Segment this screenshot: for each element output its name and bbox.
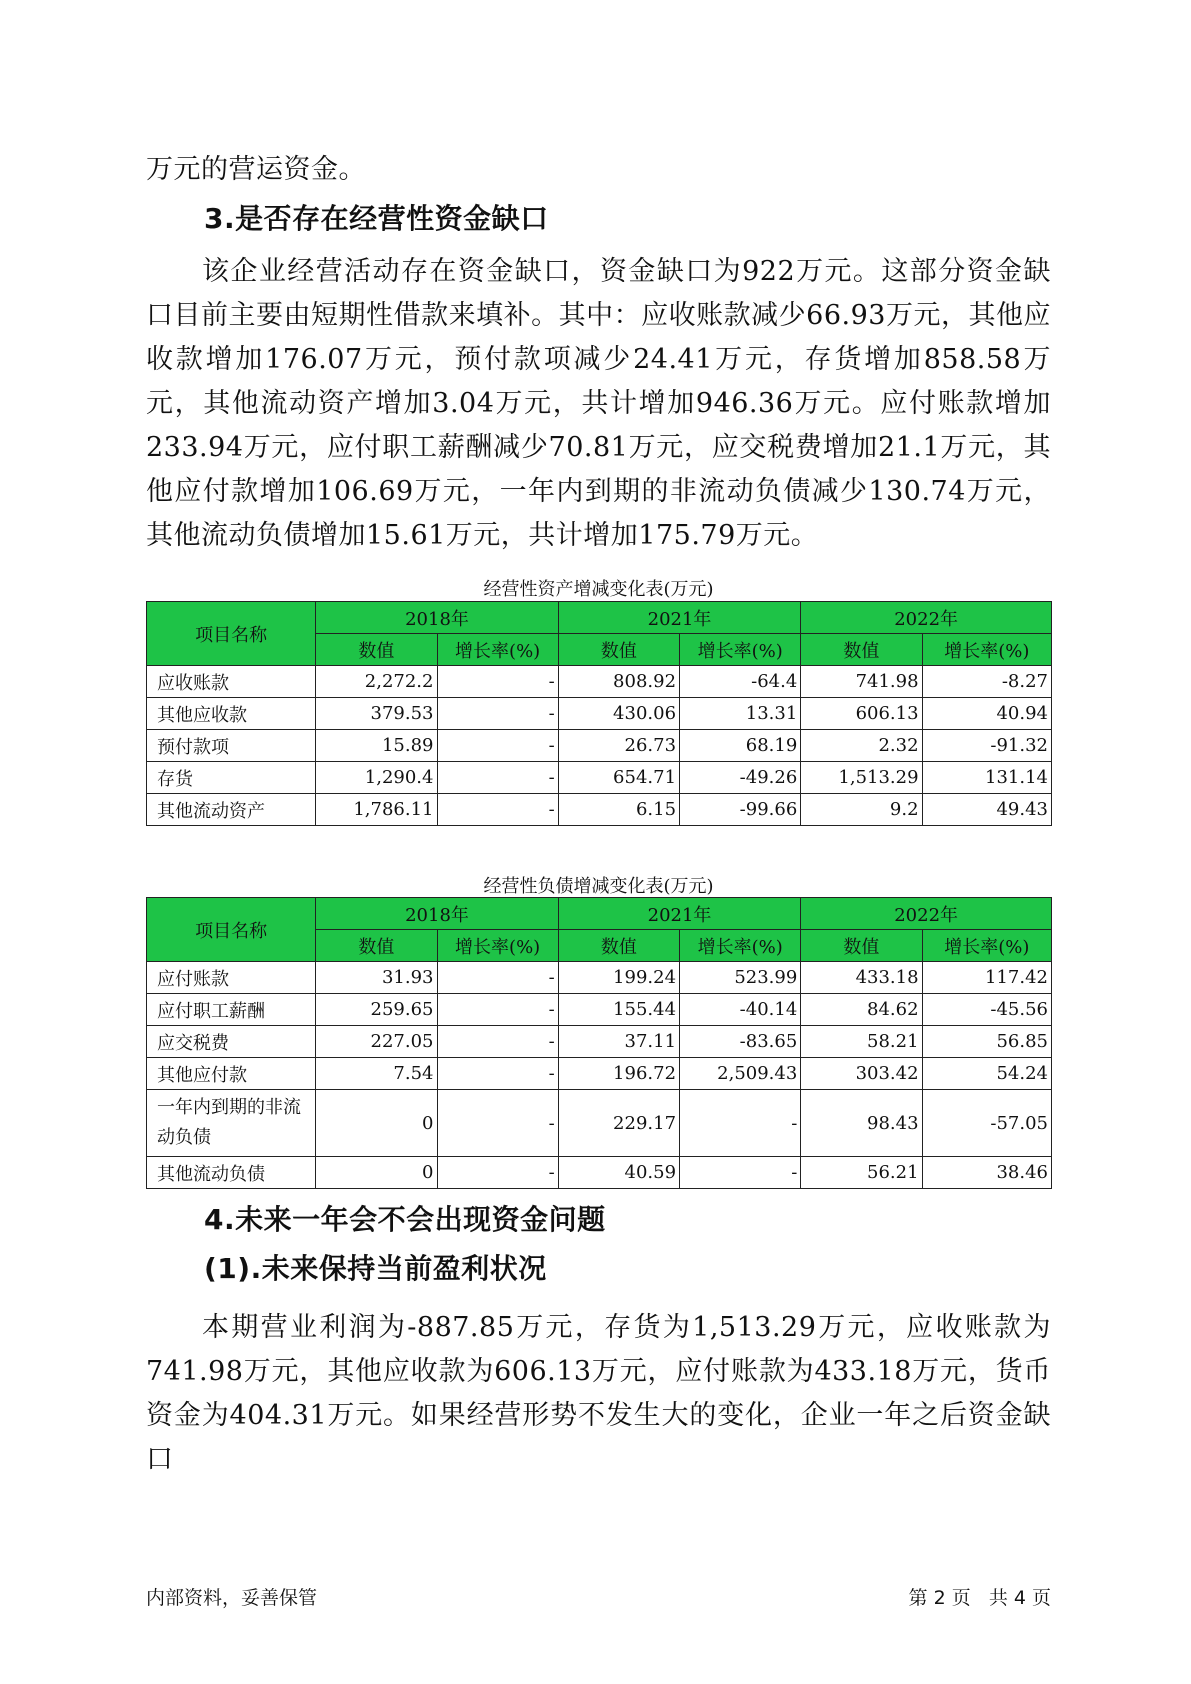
value-cell: 606.13 (801, 698, 922, 730)
header-value: 数值 (801, 634, 922, 666)
rate-cell: - (680, 1157, 801, 1189)
value-cell: 58.21 (801, 1026, 922, 1058)
rate-cell: -40.14 (680, 994, 801, 1026)
value-cell: 31.93 (316, 962, 437, 994)
row-label: 应付职工薪酬 (147, 994, 316, 1026)
rate-cell: -57.05 (922, 1090, 1051, 1157)
rate-cell: - (680, 1090, 801, 1157)
row-label: 应交税费 (147, 1026, 316, 1058)
table-caption-assets: 经营性资产增减变化表(万元) (483, 579, 714, 600)
table-caption-liabilities: 经营性负债增减变化表(万元) (483, 876, 714, 897)
rate-cell: 68.19 (680, 730, 801, 762)
value-cell: 9.2 (801, 794, 922, 826)
table-row (147, 762, 1052, 794)
header-year-2022: 2022年 (801, 602, 1052, 634)
value-cell: 98.43 (801, 1090, 922, 1157)
rate-cell: -8.27 (922, 666, 1051, 698)
table-row (147, 1026, 1052, 1058)
table-row (147, 994, 1052, 1026)
table-row (147, 962, 1052, 994)
table-row (147, 666, 1052, 698)
header-item-name: 项目名称 (147, 602, 316, 666)
rate-cell: 38.46 (922, 1157, 1051, 1189)
rate-cell: 2,509.43 (680, 1058, 801, 1090)
row-label: 预付款项 (147, 730, 316, 762)
value-cell: 196.72 (558, 1058, 679, 1090)
footer-confidential: 内部资料，妥善保管 (146, 1587, 318, 1609)
rate-cell: 131.14 (922, 762, 1051, 794)
subsection-heading-4-1: (1).未来保持当前盈利状况 (204, 1252, 547, 1285)
value-cell: 227.05 (316, 1026, 437, 1058)
header-value: 数值 (558, 930, 679, 962)
assets-table (146, 601, 1052, 826)
value-cell: 229.17 (558, 1090, 679, 1157)
value-cell: 1,786.11 (316, 794, 437, 826)
table-row (147, 698, 1052, 730)
row-label: 其他流动资产 (147, 794, 316, 826)
rate-cell: - (437, 1026, 558, 1058)
header-value: 数值 (316, 930, 437, 962)
value-cell: 40.59 (558, 1157, 679, 1189)
liabilities-table-body (147, 962, 1052, 1189)
row-label: 其他流动负债 (147, 1157, 316, 1189)
rate-cell: -91.32 (922, 730, 1051, 762)
header-rate: 增长率(%) (680, 634, 801, 666)
rate-cell: - (437, 994, 558, 1026)
value-cell: 37.11 (558, 1026, 679, 1058)
value-cell: 0 (316, 1157, 437, 1189)
rate-cell: 40.94 (922, 698, 1051, 730)
rate-cell: - (437, 794, 558, 826)
rate-cell: 523.99 (680, 962, 801, 994)
header-year-2022: 2022年 (801, 898, 1052, 930)
value-cell: 430.06 (558, 698, 679, 730)
rate-cell: 13.31 (680, 698, 801, 730)
value-cell: 741.98 (801, 666, 922, 698)
rate-cell: 49.43 (922, 794, 1051, 826)
footer-page-number: 第 2 页 共 4 页 (908, 1587, 1051, 1609)
row-label: 一年内到期的非流动负债 (147, 1090, 316, 1157)
value-cell: 2.32 (801, 730, 922, 762)
rate-cell: - (437, 762, 558, 794)
value-cell: 199.24 (558, 962, 679, 994)
value-cell: 15.89 (316, 730, 437, 762)
value-cell: 155.44 (558, 994, 679, 1026)
header-item-name: 项目名称 (147, 898, 316, 962)
rate-cell: - (437, 698, 558, 730)
table-row (147, 794, 1052, 826)
paragraph-funding-gap: 该企业经营活动存在资金缺口，资金缺口为922万元。这部分资金缺口目前主要由短期性借款来填补。其中：应收账款减少66.93万元，其他应收款增加176.07万元，预付款项减少24.41万元，存货增加858.58万元，其他流动资产增加3.04万元，共计增加946.36万元。应付账款增加233.94万元，应付职工薪酬减少70.81万元，应交税费增加21.1万元，其他应付款增加106.69万元，一年内到期的非流动负债减少130.74万元，其他流动负债增加15.61万元，共计增加175.79万元。 (146, 256, 1051, 551)
rate-cell: 56.85 (922, 1026, 1051, 1058)
table-row (147, 1058, 1052, 1090)
row-label: 其他应收款 (147, 698, 316, 730)
header-rate: 增长率(%) (922, 930, 1051, 962)
paragraph-continuation: 万元的营运资金。 (146, 154, 366, 185)
rate-cell: 54.24 (922, 1058, 1051, 1090)
row-label: 其他应付款 (147, 1058, 316, 1090)
value-cell: 654.71 (558, 762, 679, 794)
value-cell: 84.62 (801, 994, 922, 1026)
value-cell: 1,513.29 (801, 762, 922, 794)
header-rate: 增长率(%) (680, 930, 801, 962)
value-cell: 0 (316, 1090, 437, 1157)
header-year-2021: 2021年 (558, 602, 801, 634)
row-label: 存货 (147, 762, 316, 794)
rate-cell: -45.56 (922, 994, 1051, 1026)
header-year-2018: 2018年 (316, 602, 559, 634)
header-value: 数值 (801, 930, 922, 962)
rate-cell: - (437, 1090, 558, 1157)
rate-cell: - (437, 1157, 558, 1189)
value-cell: 433.18 (801, 962, 922, 994)
rate-cell: -83.65 (680, 1026, 801, 1058)
section-heading-4: 4.未来一年会不会出现资金问题 (204, 1203, 606, 1236)
value-cell: 2,272.2 (316, 666, 437, 698)
value-cell: 6.15 (558, 794, 679, 826)
rate-cell: -99.66 (680, 794, 801, 826)
row-label: 应付账款 (147, 962, 316, 994)
table-row (147, 1157, 1052, 1189)
rate-cell: - (437, 730, 558, 762)
value-cell: 26.73 (558, 730, 679, 762)
value-cell: 379.53 (316, 698, 437, 730)
section-heading-3: 3.是否存在经营性资金缺口 (204, 202, 549, 235)
table-row (147, 1090, 1052, 1157)
value-cell: 259.65 (316, 994, 437, 1026)
header-year-2021: 2021年 (558, 898, 801, 930)
value-cell: 7.54 (316, 1058, 437, 1090)
rate-cell: 117.42 (922, 962, 1051, 994)
header-rate: 增长率(%) (437, 634, 558, 666)
paragraph-outlook: 本期营业利润为-887.85万元，存货为1,513.29万元，应收账款为741.98万元，其他应收款为606.13万元，应付账款为433.18万元，货币资金为404.31万元。如果经营形势不发生大的变化，企业一年之后资金缺口 (146, 1312, 1051, 1475)
assets-table-body (147, 666, 1052, 826)
header-value: 数值 (316, 634, 437, 666)
rate-cell: - (437, 666, 558, 698)
value-cell: 808.92 (558, 666, 679, 698)
rate-cell: - (437, 962, 558, 994)
header-rate: 增长率(%) (922, 634, 1051, 666)
value-cell: 303.42 (801, 1058, 922, 1090)
value-cell: 56.21 (801, 1157, 922, 1189)
row-label: 应收账款 (147, 666, 316, 698)
header-year-2018: 2018年 (316, 898, 559, 930)
rate-cell: -49.26 (680, 762, 801, 794)
value-cell: 1,290.4 (316, 762, 437, 794)
liabilities-table (146, 897, 1052, 1189)
header-rate: 增长率(%) (437, 930, 558, 962)
table-row (147, 730, 1052, 762)
header-value: 数值 (558, 634, 679, 666)
rate-cell: -64.4 (680, 666, 801, 698)
rate-cell: - (437, 1058, 558, 1090)
